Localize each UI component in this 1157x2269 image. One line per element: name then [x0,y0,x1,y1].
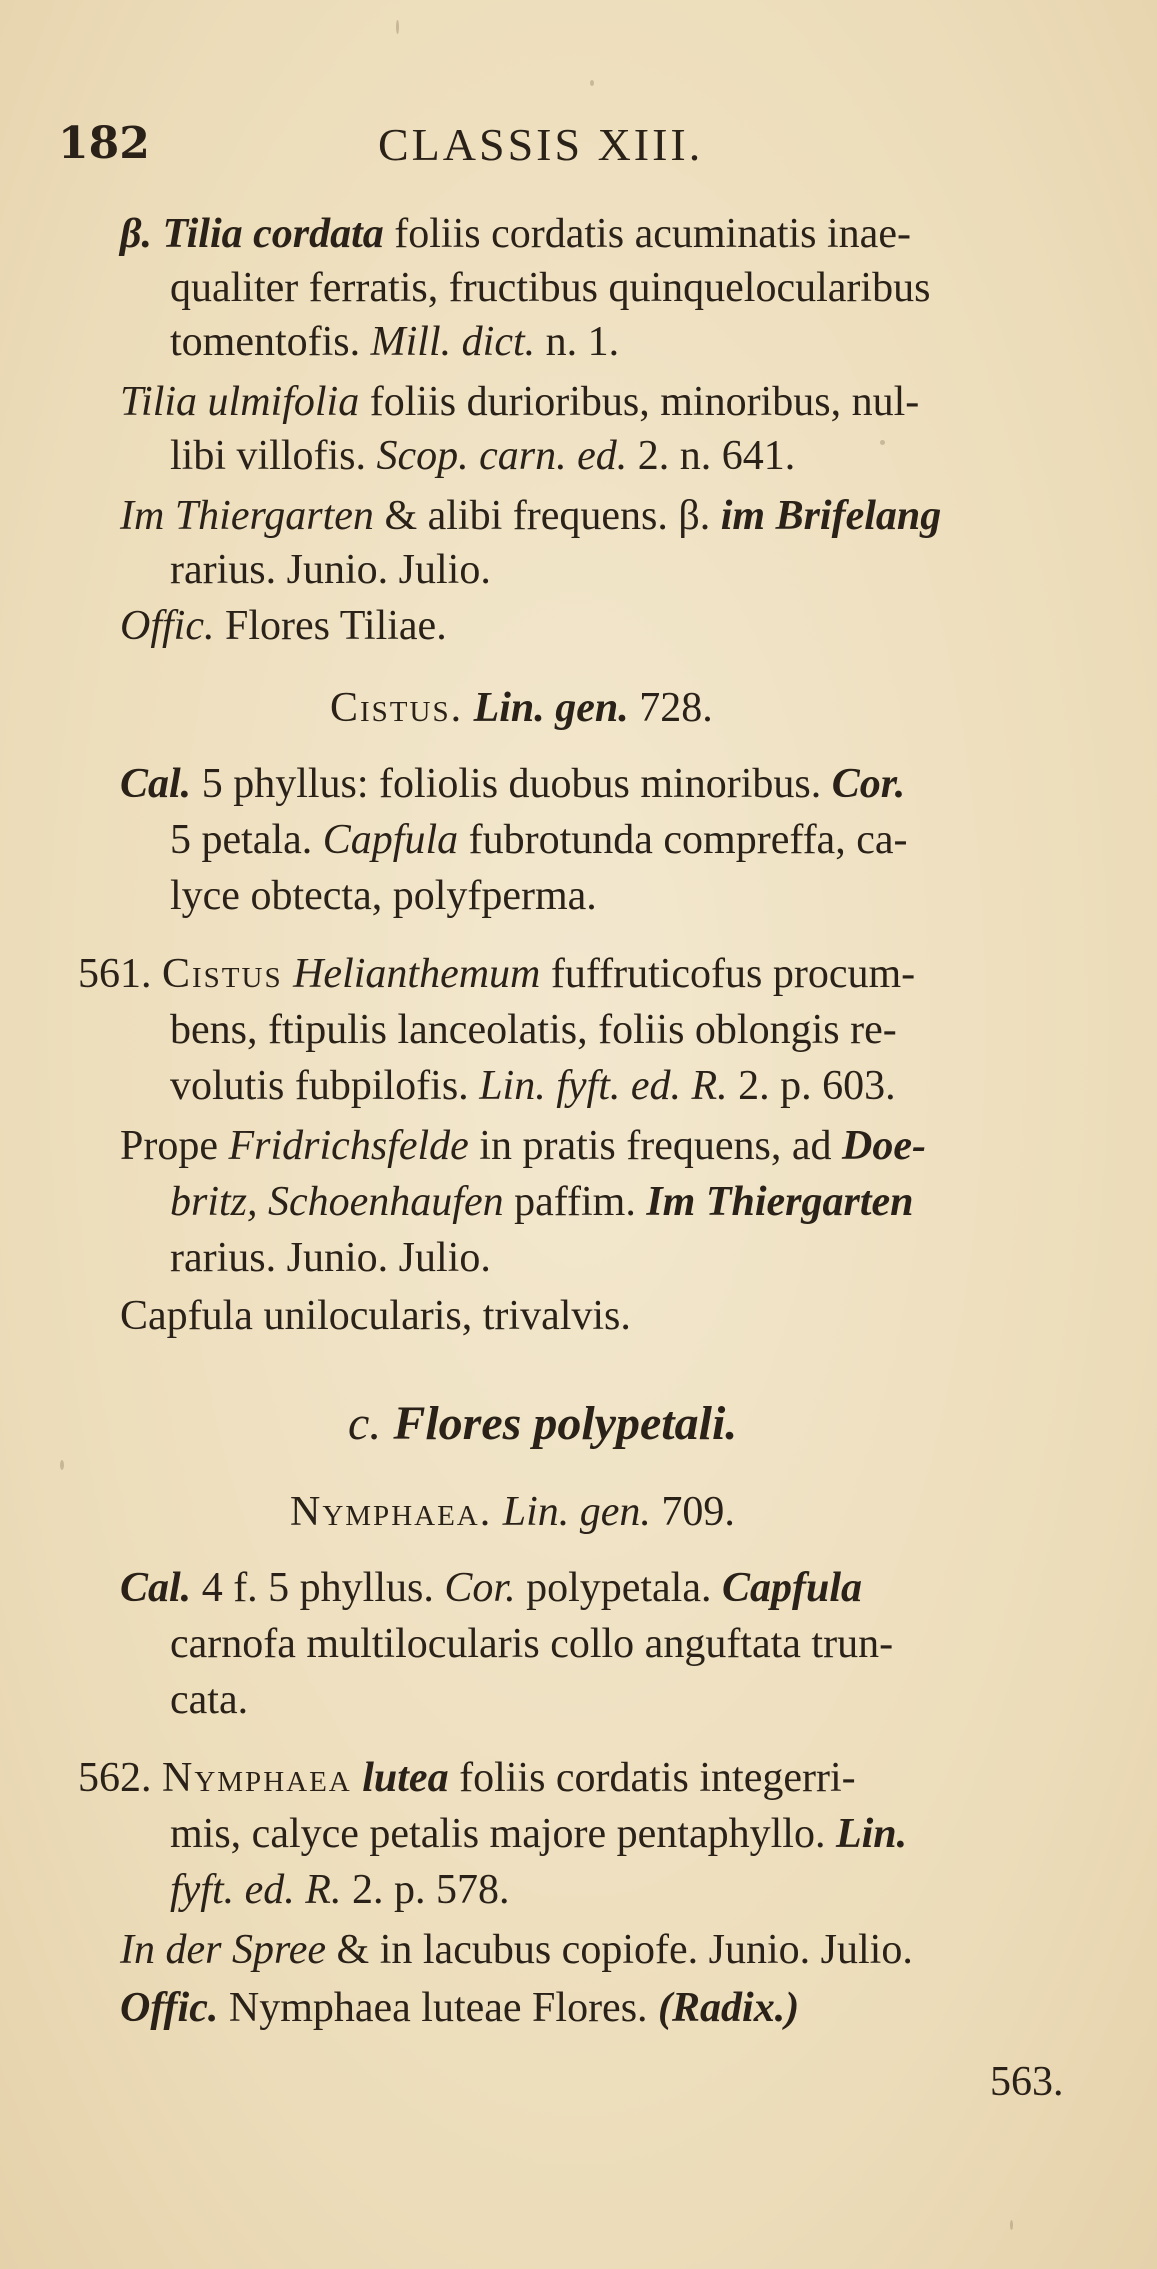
genus-name: Nymphaea [162,1755,352,1801]
description-text: foliis cordatis acuminatis inae- [383,211,911,257]
character-text: carnofa multilocularis collo anguftata trun- [170,1621,894,1667]
place-name: Im Thiergarten [120,493,374,539]
character-text: cata. [170,1677,249,1723]
species-562-line-4 [120,1924,913,1976]
character-text: 4 f. 5 phyllus. [191,1565,445,1611]
section-title: Flores polypetali. [393,1397,738,1450]
species-561-line-4 [120,1120,926,1172]
offic-label: Offic. [120,603,215,649]
citation: Scop. carn. ed. [376,433,628,479]
description-text: mis, calyce petalis majore pentaphyllo. [170,1811,836,1857]
genus-name: Cistus [162,951,283,997]
genus-heading-nymphaea [290,1486,735,1538]
calyx-label: Cal. [120,1565,192,1611]
species-epithet: lutea [362,1755,449,1801]
section-heading [348,1396,737,1451]
habitat-text: rarius. Junio. Julio. [170,547,491,593]
species-561-line-1 [78,948,915,1000]
cistus-char-line-2 [170,814,907,866]
citation: fyft. ed. R. [170,1867,342,1913]
character-text: 5 phyllus: foliolis duobus minoribus. [191,761,832,807]
corolla-label: Cor. [831,761,906,807]
running-head: CLASSIS XIII. [378,119,704,170]
genus-heading-cistus [330,682,713,734]
habitat-text: rarius. Junio. Julio. [170,1235,491,1281]
genus-number: 709. [650,1489,735,1535]
cistus-char-line-1 [120,758,905,810]
species-562-line-1 [78,1752,856,1804]
species-number: 561. [78,951,152,997]
description-text: tomentofis. [170,319,371,365]
genus-name: Nymphaea. [290,1489,493,1535]
page-number: 182 [58,118,150,169]
species-number: 562. [78,1755,152,1801]
species-name: Tilia cordata [162,211,384,257]
tilia-beta-line-3 [170,316,619,368]
paper-speck [1010,2220,1013,2230]
corolla-label: Cor. [444,1565,516,1611]
offic-text: Flores Tiliae. [214,603,447,649]
species-562-line-5 [120,1982,799,2034]
species-562-line-3 [170,1864,509,1916]
habitat-text: in pratis frequens, ad [468,1123,843,1169]
place-name: Im Thiergarten [646,1179,914,1225]
paper-speck [396,20,399,34]
species-561-line-6 [170,1232,491,1284]
note-text: Capfula unilocularis, trivalvis. [120,1293,631,1339]
character-text: fubrotunda compreffa, ca- [458,817,908,863]
tilia-habitat-line-1 [120,490,941,542]
habitat-text: paffim. [503,1179,647,1225]
place-name: In der Spree [120,1927,327,1973]
page-header [58,118,1098,178]
place-name: Fridrichsfelde [228,1123,469,1169]
offic-label: Offic. [120,1985,219,2031]
nymphaea-char-line-1 [120,1562,862,1614]
offic-paren: (Radix.) [658,1985,800,2031]
genus-reference: Lin. gen. [473,685,629,731]
description-text: qualiter ferratis, fructibus quinquelocularibus [170,265,931,311]
citation-number: n. 1. [535,319,620,365]
character-text: 5 petala. [170,817,323,863]
genus-reference: Lin. gen. [502,1489,651,1535]
description-text: fuffruticofus procum- [540,951,916,997]
species-epithet: Helianthemum [293,951,541,997]
calyx-label: Cal. [120,761,192,807]
description-text: bens, ftipulis lanceolatis, foliis oblongis re- [170,1007,897,1053]
habitat-text: & alibi frequens. β. [373,493,721,539]
variety-marker: β. [120,211,153,257]
cistus-char-line-3 [170,870,597,922]
capsule-label: Capfula [722,1565,863,1611]
place-name: im Brifelang [720,493,942,539]
species-562-line-2 [170,1808,907,1860]
species-name: Tilia ulmifolia [120,379,360,425]
character-text: lyce obtecta, polyfperma. [170,873,597,919]
description-text: volutis fubpilofis. [170,1063,480,1109]
habitat-text: & in lacubus copiofe. Junio. Julio. [326,1927,913,1973]
species-561-line-3 [170,1060,896,1112]
section-letter: c. [348,1397,382,1450]
citation: Lin. fyft. ed. R. [479,1063,728,1109]
catchword: 563. [990,2059,1064,2105]
tilia-ulmifolia-line-2 [170,430,795,482]
place-name: Doe- [842,1123,926,1169]
description-text: libi villofis. [170,433,377,479]
habitat-text: Prope [120,1123,229,1169]
description-text: foliis cordatis integerri- [448,1755,856,1801]
tilia-ulmifolia-line-1 [120,376,919,428]
citation-number: 2. n. 641. [627,433,796,479]
offic-text: Nymphaea luteae Flores. [218,1985,659,2031]
genus-name: Cistus. [330,685,464,731]
nymphaea-char-line-2 [170,1618,893,1670]
capsule-label: Capfula [322,817,459,863]
citation-number: 2. p. 603. [727,1063,896,1109]
paper-speck [590,80,594,86]
place-name: britz, Schoenhaufen [170,1179,504,1225]
nymphaea-char-line-3 [170,1674,248,1726]
tilia-offic-line [120,600,447,652]
tilia-habitat-line-2 [170,544,491,596]
species-561-line-7 [120,1290,631,1342]
species-561-line-5 [170,1176,914,1228]
tilia-beta-line-2 [170,262,930,314]
tilia-beta-line-1 [120,208,911,260]
citation: Lin. [835,1811,908,1857]
paper-speck [60,1460,64,1470]
citation-number: 2. p. 578. [351,1867,510,1913]
species-561-line-2 [170,1004,897,1056]
paper-speck [880,440,885,445]
description-text: foliis durioribus, minoribus, nul- [359,379,920,425]
genus-number: 728. [628,685,713,731]
citation: Mill. dict. [370,319,536,365]
character-text: polypetala. [515,1565,722,1611]
